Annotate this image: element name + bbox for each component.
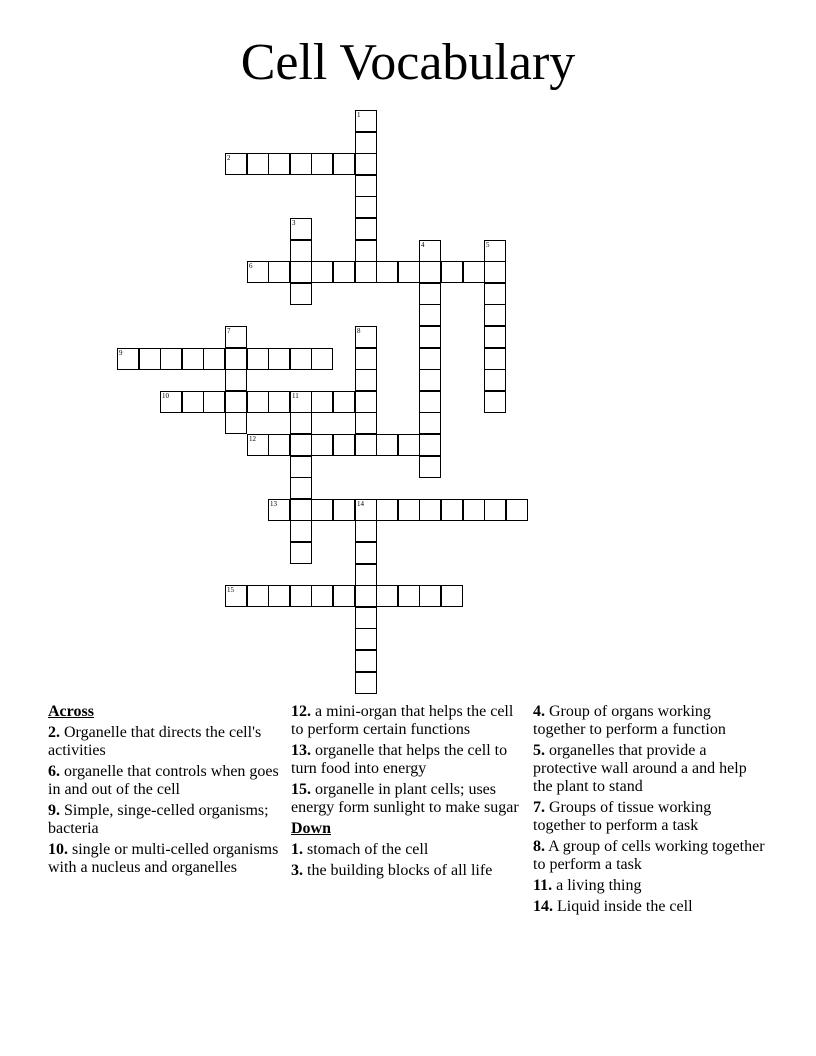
grid-cell[interactable] [419,326,441,348]
grid-cell[interactable] [355,434,377,456]
grid-cell[interactable] [290,499,312,521]
cell-number: 2 [227,154,231,162]
clue-down-4: 4. Group of organs working together to perform a function [533,703,726,738]
cell-number: 10 [162,392,169,400]
grid-cell[interactable] [484,326,506,348]
grid-cell[interactable] [355,261,377,283]
grid-cell[interactable] [268,391,290,413]
grid-cell[interactable] [333,434,355,456]
across-heading: Across [48,703,94,720]
grid-cell[interactable] [355,412,377,434]
grid-cell[interactable] [484,499,506,521]
grid-cell[interactable] [355,650,377,672]
grid-cell[interactable] [463,261,485,283]
grid-cell[interactable] [225,412,247,434]
clue-column-2 [291,703,523,883]
cell-number: 6 [249,262,253,270]
cell-number: 14 [357,500,364,508]
grid-cell[interactable] [160,348,182,370]
cell-number: 12 [249,435,256,443]
grid-cell[interactable] [355,348,377,370]
grid-cell[interactable] [290,542,312,564]
grid-cell[interactable] [333,261,355,283]
grid-cell[interactable] [290,240,312,262]
grid-cell[interactable] [268,261,290,283]
grid-cell[interactable] [333,499,355,521]
grid-cell[interactable] [203,348,225,370]
grid-cell[interactable] [268,499,290,521]
clue-down-14: 14. Liquid inside the cell [533,898,693,915]
grid-cell[interactable] [268,153,290,175]
clue-across-15: 15. organelle in plant cells; uses energy form sunlight to make sugar [291,781,519,816]
grid-cell[interactable] [225,153,247,175]
cell-number: 4 [421,241,425,249]
grid-cell[interactable] [290,153,312,175]
grid-cell[interactable] [355,110,377,132]
clue-down-3: 3. the building blocks of all life [291,862,493,879]
grid-cell[interactable] [355,218,377,240]
grid-cell[interactable] [290,412,312,434]
clue-down-8: 8. A group of cells working together to perform a task [533,838,765,873]
grid-cell[interactable] [484,391,506,413]
grid-cell[interactable] [311,261,333,283]
grid-cell[interactable] [419,412,441,434]
grid-cell[interactable] [419,391,441,413]
grid-cell[interactable] [355,153,377,175]
grid-cell[interactable] [376,261,398,283]
grid-cell[interactable] [376,585,398,607]
grid-cell[interactable] [247,348,269,370]
grid-cell[interactable] [311,391,333,413]
grid-cell[interactable] [247,261,269,283]
grid-cell[interactable] [419,456,441,478]
grid-cell[interactable] [247,434,269,456]
grid-cell[interactable] [355,369,377,391]
grid-cell[interactable] [355,175,377,197]
grid-cell[interactable] [419,369,441,391]
grid-cell[interactable] [355,628,377,650]
grid-cell[interactable] [484,304,506,326]
grid-cell[interactable] [290,391,312,413]
grid-cell[interactable] [225,326,247,348]
grid-cell[interactable] [355,326,377,348]
grid-cell[interactable] [355,542,377,564]
grid-cell[interactable] [419,240,441,262]
cell-number: 5 [486,241,490,249]
clue-column-3 [533,703,765,919]
grid-cell[interactable] [419,261,441,283]
clue-down-1: 1. stomach of the cell [291,841,429,858]
grid-cell[interactable] [484,348,506,370]
grid-cell[interactable] [290,520,312,542]
grid-cell[interactable] [182,391,204,413]
grid-cell[interactable] [311,348,333,370]
grid-cell[interactable] [441,585,463,607]
grid-cell[interactable] [484,261,506,283]
grid-cell[interactable] [290,434,312,456]
grid-cell[interactable] [290,261,312,283]
clue-across-2: 2. Organelle that directs the cell's activities [48,724,262,759]
grid-cell[interactable] [268,348,290,370]
clue-across-10: 10. single or multi-celled organisms with a nucleus and organelles [48,841,279,876]
grid-cell[interactable] [182,348,204,370]
grid-cell[interactable] [225,391,247,413]
grid-cell[interactable] [290,348,312,370]
cell-number: 9 [119,349,123,357]
grid-cell[interactable] [398,499,420,521]
cell-number: 8 [357,327,361,335]
grid-cell[interactable] [311,499,333,521]
clue-down-11: 11. a living thing [533,877,642,894]
grid-cell[interactable] [398,585,420,607]
grid-cell[interactable] [419,434,441,456]
grid-cell[interactable] [441,499,463,521]
grid-cell[interactable] [333,585,355,607]
grid-cell[interactable] [419,283,441,305]
grid-cell[interactable] [290,477,312,499]
grid-cell[interactable] [484,240,506,262]
cell-number: 11 [292,392,299,400]
grid-cell[interactable] [463,499,485,521]
grid-cell[interactable] [290,585,312,607]
cell-number: 7 [227,327,231,335]
grid-cell[interactable] [355,196,377,218]
grid-cell[interactable] [355,391,377,413]
clue-down-7: 7. Groups of tissue working together to perform a task [533,799,712,834]
grid-cell[interactable] [311,434,333,456]
grid-cell[interactable] [225,348,247,370]
grid-cell[interactable] [139,348,161,370]
grid-cell[interactable] [333,391,355,413]
grid-cell[interactable] [160,391,182,413]
page-title: Cell Vocabulary [240,34,576,91]
grid-cell[interactable] [311,153,333,175]
grid-cell[interactable] [355,520,377,542]
grid-cell[interactable] [225,369,247,391]
grid-cell[interactable] [268,585,290,607]
grid-cell[interactable] [225,585,247,607]
grid-cell[interactable] [355,564,377,586]
grid-cell[interactable] [247,153,269,175]
clue-across-13: 13. organelle that helps the cell to turn food into energy [291,742,508,777]
grid-cell[interactable] [247,585,269,607]
grid-cell[interactable] [355,240,377,262]
grid-cell[interactable] [398,261,420,283]
grid-cell[interactable] [506,499,528,521]
grid-cell[interactable] [398,434,420,456]
clue-across-12: 12. a mini-organ that helps the cell to perform certain functions [291,703,514,738]
grid-cell[interactable] [419,499,441,521]
grid-cell[interactable] [419,304,441,326]
cell-number: 1 [357,111,361,119]
grid-cell[interactable] [247,391,269,413]
clue-across-6: 6. organelle that controls when goes in and out of the cell [48,763,279,798]
cell-number: 3 [292,219,296,227]
grid-cell[interactable] [484,283,506,305]
grid-cell[interactable] [355,499,377,521]
grid-cell[interactable] [419,348,441,370]
cell-number: 13 [270,500,277,508]
grid-cell[interactable] [290,283,312,305]
grid-cell[interactable] [355,132,377,154]
grid-cell[interactable] [311,585,333,607]
grid-cell[interactable] [268,434,290,456]
down-heading: Down [291,820,332,837]
grid-cell[interactable] [355,672,377,694]
grid-cell[interactable] [333,153,355,175]
grid-cell[interactable] [290,456,312,478]
clue-across-9: 9. Simple, singe-celled organisms; bacteria [48,802,269,837]
clue-down-5: 5. organelles that provide a protective wall around a and help the plant to stand [533,742,747,795]
grid-cell[interactable] [441,261,463,283]
grid-cell[interactable] [484,369,506,391]
grid-cell[interactable] [419,585,441,607]
grid-cell[interactable] [376,434,398,456]
cell-number: 15 [227,586,234,594]
clue-column-1 [48,703,280,880]
grid-cell[interactable] [290,218,312,240]
grid-cell[interactable] [355,585,377,607]
grid-cell[interactable] [376,499,398,521]
grid-cell[interactable] [117,348,139,370]
grid-cell[interactable] [203,391,225,413]
grid-cell[interactable] [355,607,377,629]
